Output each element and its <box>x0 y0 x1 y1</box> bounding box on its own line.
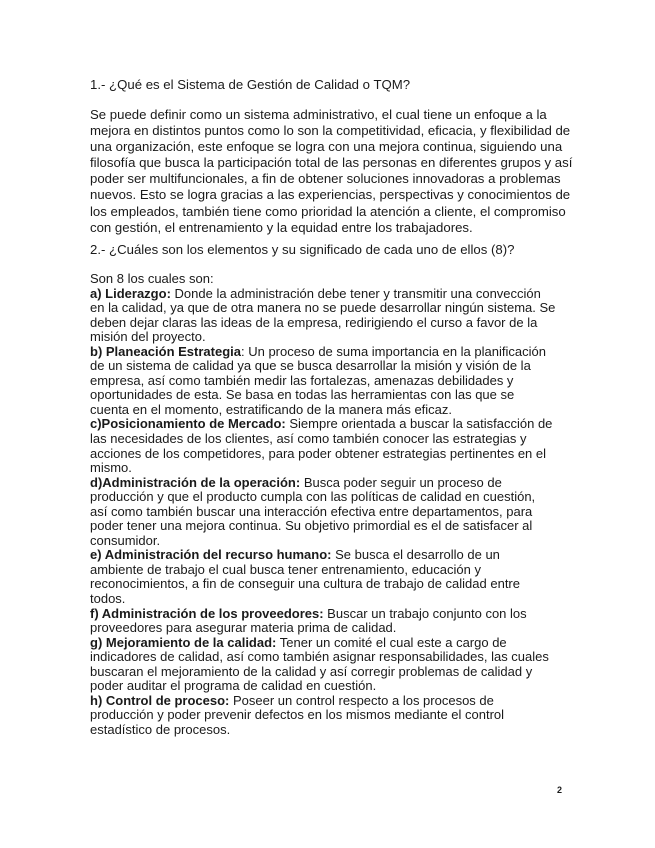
list-item-line: en la calidad, ya que de otra manera no se puede desarrollar ningún sistema. Se <box>90 300 556 316</box>
question-1: 1.- ¿Qué es el Sistema de Gestión de Calidad o TQM? <box>90 77 411 92</box>
list-item-line: g) Mejoramiento de la calidad: Tener un comité el cual este a cargo de <box>90 634 507 650</box>
answer-1-line: Se puede definir como un sistema administrativo, el cual tiene un enfoque a la <box>90 107 547 122</box>
list-item-line: así como también buscar una interacción efectiva entre departamentos, para <box>90 503 533 519</box>
answer-1-line: poder ser multifuncionales, a fin de obtener soluciones innovadoras a problemas <box>90 171 561 187</box>
list-item-line: estadístico de procesos. <box>90 721 231 737</box>
answer-1-line: nuevos. Esto se logra gracias a las experiencias, perspectivas y conocimientos de <box>90 187 571 203</box>
list-item-line: mismo. <box>90 460 132 476</box>
elements-list <box>90 272 560 738</box>
list-item-line: reconocimientos, a fin de conseguir una cultura de trabajo de calidad entre <box>90 576 520 592</box>
list-item-line: h) Control de proceso: Poseer un control respecto a los procesos de <box>90 692 494 708</box>
list-item-line: misión del proyecto. <box>90 329 206 345</box>
list-item-line: empresa, así como también medir las fortalezas, amenazas debilidades y <box>90 372 514 388</box>
list-item-line: las necesidades de los clientes, así como también conocer las estrategias y <box>90 431 527 447</box>
list-item-line: poder tener una mejora continua. Su objetivo primordial es el de satisfacer al <box>90 518 533 534</box>
list-item-line: buscaran el mejoramiento de la calidad y así corregir problemas de calidad y <box>90 663 533 679</box>
list-item-line: poder auditar el programa de calidad en cuestión. <box>90 678 377 694</box>
answer-1-line: con gestión, el entrenamiento y la equidad entre los trabajadores. <box>90 219 473 235</box>
answer-1-line: una organización, este enfoque se logra con una mejora continua, siguiendo una <box>90 139 563 155</box>
list-item-line: indicadores de calidad, así como también asignar responsabilidades, las cuales <box>90 649 549 665</box>
list-item-line: acciones de los competidores, para poder obtener estrategias pertinentes en el <box>90 445 547 461</box>
element-title: h) Control de proceso: <box>90 692 230 708</box>
list-item-line: b) Planeación Estrategia: Un proceso de suma importancia en la planificación <box>90 343 546 359</box>
element-title: d)Administración de la operación: <box>90 474 301 490</box>
element-title: e) Administración del recurso humano: <box>90 547 332 563</box>
list-item-line: cuenta en el momento, estratificando de la manera más eficaz. <box>90 401 453 417</box>
element-title: a) Liderazgo: <box>90 285 171 301</box>
element-title: c)Posicionamiento de Mercado: <box>90 416 286 432</box>
list-item-line: consumidor. <box>90 532 161 548</box>
element-title: f) Administración de los proveedores: <box>90 605 324 621</box>
list-item-line: producción y poder prevenir defectos en los mismos mediante el control <box>90 707 505 723</box>
list-item-line: producción y que el producto cumpla con las políticas de calidad en cuestión, <box>90 489 536 505</box>
list-item-line: de un sistema de calidad ya que se busca desarrollar la misión y visión de la <box>90 358 531 374</box>
list-item-line: todos. <box>90 591 126 607</box>
list-item-line: oportunidades de esta. Se basa en todas las herramientas con las que se <box>90 387 515 403</box>
list-item-line: d)Administración de la operación: Busca poder seguir un proceso de <box>90 474 502 490</box>
answer-1-line: los empleados, también tiene como prioridad la atención a cliente, el compromiso <box>90 203 566 219</box>
page-number: 2 <box>557 785 563 795</box>
element-title: b) Planeación Estrategia <box>90 343 241 359</box>
list-item-line: f) Administración de los proveedores: Buscar un trabajo conjunto con los <box>90 605 527 621</box>
list-item-line: a) Liderazgo: Donde la administración debe tener y transmitir una convección <box>90 285 541 301</box>
answer-1 <box>90 107 573 236</box>
list-item-line: ambiente de trabajo el cual busca tener entrenamiento, educación y <box>90 561 481 577</box>
element-title: g) Mejoramiento de la calidad: <box>90 634 277 650</box>
list-item-line: proveedores para asegurar materia prima de calidad. <box>90 620 397 636</box>
question-2: 2.- ¿Cuáles son los elementos y su significado de cada uno de ellos (8)? <box>90 242 515 257</box>
list-intro: Son 8 los cuales son: <box>90 271 214 286</box>
answer-1-line: mejora en distintos puntos como lo son la competitividad, eficacia, y flexibilidad de <box>90 123 571 139</box>
list-item-line: e) Administración del recurso humano: Se busca el desarrollo de un <box>90 547 500 563</box>
answer-1-line: filosofía que busca la participación total de las personas en diferentes grupos y así <box>90 155 573 171</box>
list-item-line: c)Posicionamiento de Mercado: Siempre orientada a buscar la satisfacción de <box>90 416 553 432</box>
list-item-line: deben dejar claras las ideas de la empresa, redirigiendo el curso a favor de la <box>90 314 538 330</box>
